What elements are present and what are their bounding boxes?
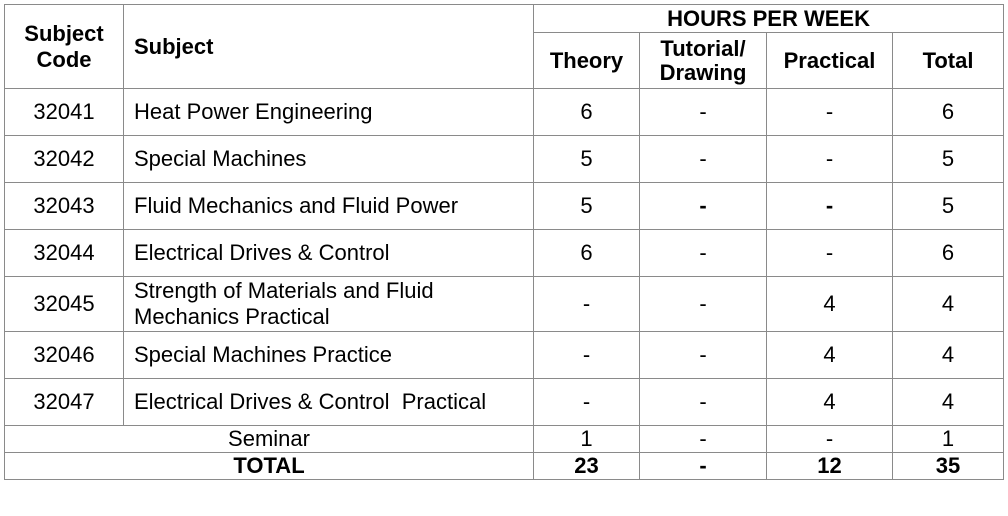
table-row <box>5 89 1004 136</box>
table-row <box>5 277 1004 332</box>
cell-subject: Electrical Drives & Control <box>124 230 534 277</box>
cell-theory: - <box>534 332 640 379</box>
seminar-row <box>5 426 1004 453</box>
cell-subject: Electrical Drives & Control Practical <box>124 379 534 426</box>
cell-total: 5 <box>893 136 1004 183</box>
cell-tutorial: - <box>640 379 767 426</box>
seminar-total: 1 <box>893 426 1004 453</box>
cell-practical: - <box>767 89 893 136</box>
cell-tutorial: - <box>640 230 767 277</box>
cell-subject: Special Machines <box>124 136 534 183</box>
total-tutorial: - <box>640 453 767 480</box>
table-row <box>5 183 1004 230</box>
header-tutorial-drawing: Tutorial/ Drawing <box>640 33 767 89</box>
header-hours-per-week: HOURS PER WEEK <box>534 5 1004 33</box>
seminar-practical: - <box>767 426 893 453</box>
cell-code: 32044 <box>5 230 124 277</box>
cell-practical: - <box>767 230 893 277</box>
cell-tutorial: - <box>640 332 767 379</box>
cell-practical: 4 <box>767 332 893 379</box>
total-row <box>5 453 1004 480</box>
cell-total: 6 <box>893 230 1004 277</box>
total-practical: 12 <box>767 453 893 480</box>
header-theory: Theory <box>534 33 640 89</box>
cell-code: 32047 <box>5 379 124 426</box>
header-practical: Practical <box>767 33 893 89</box>
header-total: Total <box>893 33 1004 89</box>
cell-total: 6 <box>893 89 1004 136</box>
cell-theory: 6 <box>534 89 640 136</box>
cell-practical: - <box>767 136 893 183</box>
seminar-tutorial: - <box>640 426 767 453</box>
total-total: 35 <box>893 453 1004 480</box>
cell-theory: 5 <box>534 136 640 183</box>
seminar-theory: 1 <box>534 426 640 453</box>
cell-total: 4 <box>893 332 1004 379</box>
cell-tutorial: - <box>640 136 767 183</box>
cell-subject: Strength of Materials and Fluid Mechanics Practical <box>124 277 534 332</box>
hours-table-wrapper <box>4 4 1004 480</box>
cell-total: 5 <box>893 183 1004 230</box>
cell-tutorial: - <box>640 183 767 230</box>
cell-total: 4 <box>893 379 1004 426</box>
cell-code: 32042 <box>5 136 124 183</box>
table-row <box>5 136 1004 183</box>
header-subject: Subject <box>124 5 534 89</box>
cell-subject: Special Machines Practice <box>124 332 534 379</box>
cell-subject: Heat Power Engineering <box>124 89 534 136</box>
table-row <box>5 332 1004 379</box>
cell-theory: - <box>534 379 640 426</box>
total-label: TOTAL <box>5 453 534 480</box>
cell-code: 32043 <box>5 183 124 230</box>
cell-total: 4 <box>893 277 1004 332</box>
header-row-top <box>5 5 1004 33</box>
cell-subject: Fluid Mechanics and Fluid Power <box>124 183 534 230</box>
cell-tutorial: - <box>640 89 767 136</box>
cell-code: 32046 <box>5 332 124 379</box>
hours-per-week-table <box>4 4 1004 480</box>
total-theory: 23 <box>534 453 640 480</box>
table-row <box>5 230 1004 277</box>
cell-code: 32045 <box>5 277 124 332</box>
cell-theory: 6 <box>534 230 640 277</box>
cell-theory: 5 <box>534 183 640 230</box>
cell-practical: - <box>767 183 893 230</box>
cell-code: 32041 <box>5 89 124 136</box>
cell-tutorial: - <box>640 277 767 332</box>
cell-practical: 4 <box>767 277 893 332</box>
table-row <box>5 379 1004 426</box>
cell-theory: - <box>534 277 640 332</box>
cell-practical: 4 <box>767 379 893 426</box>
seminar-label: Seminar <box>5 426 534 453</box>
header-subject-code: Subject Code <box>5 5 124 89</box>
